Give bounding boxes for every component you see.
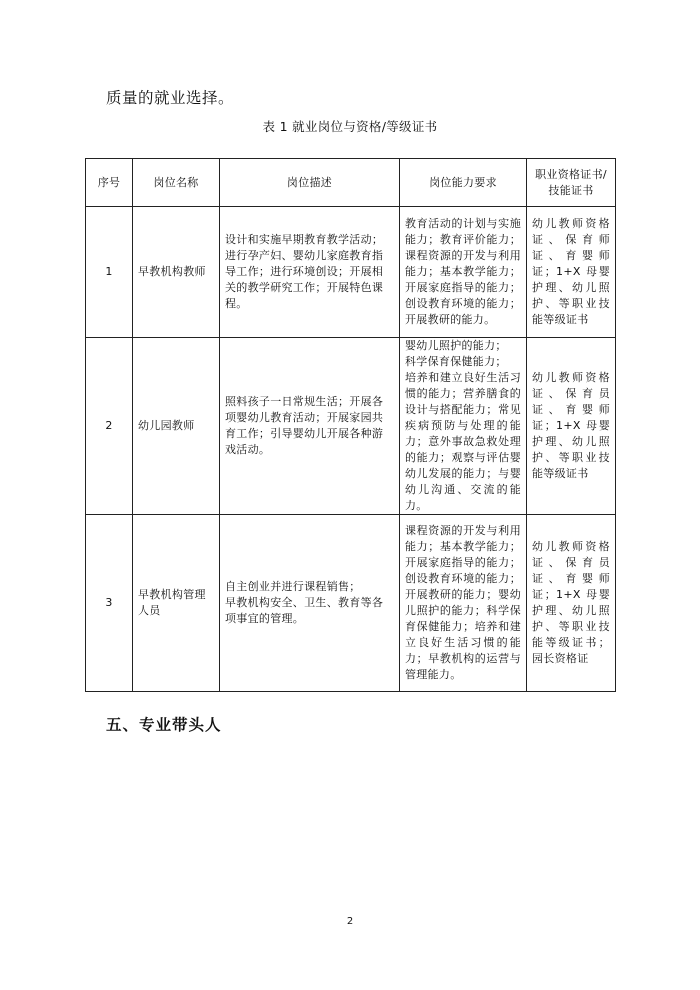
- job-name: 幼儿园教师: [133, 338, 220, 515]
- section-heading: 五、专业带头人: [106, 716, 222, 734]
- table-header-row: [86, 159, 616, 207]
- job-description: 设计和实施早期教育教学活动；进行孕产妇、婴幼儿家庭教育指导工作；进行环境创设；开展相关的教学研究工作；开展特色课程。: [220, 207, 400, 338]
- job-description: 照料孩子一日常规生活；开展各项婴幼儿教育活动；开展家园共育工作；引导婴幼儿开展各种游戏活动。: [220, 338, 400, 515]
- jobs-table: [85, 158, 616, 692]
- job-abilities: 婴幼儿照护的能力； 科学保育保健能力； 培养和建立良好生活习惯的能力；营养膳食的设计与搭配能力；常见疾病预防与处理的能力；意外事故急救处理的能力；观察与评估婴幼儿发展的能力；与婴幼儿沟通、交流的能力。: [400, 338, 527, 515]
- job-certificates: 幼儿教师资格证、保育员证、育婴师证；1+X 母婴护理、幼儿照护、等职业技能等级证书；园长资格证: [527, 515, 616, 692]
- row-number: 2: [86, 338, 133, 515]
- job-name: 早教机构管理人员: [133, 515, 220, 692]
- job-abilities: 教育活动的计划与实施能力；教育评价能力；课程资源的开发与利用能力；基本教学能力；开展家庭指导的能力；创设教育环境的能力；开展教研的能力。: [400, 207, 527, 338]
- job-certificates: 幼儿教师资格证、保育师证、育婴师证；1+X 母婴护理、幼儿照护、等职业技能等级证书: [527, 207, 616, 338]
- table-row: [86, 338, 616, 515]
- job-abilities: 课程资源的开发与利用能力；基本教学能力；开展家庭指导的能力；创设教育环境的能力；开展教研的能力；婴幼儿照护的能力；科学保育保健能力；培养和建立良好生活习惯的能力；早教机构的运营与管理能力。: [400, 515, 527, 692]
- intro-text: 质量的就业选择。: [106, 89, 235, 107]
- header-description: 岗位描述: [220, 159, 400, 207]
- job-description: 自主创业并进行课程销售； 早教机构安全、卫生、教育等各项事宜的管理。: [220, 515, 400, 692]
- row-number: 1: [86, 207, 133, 338]
- header-no: 序号: [86, 159, 133, 207]
- job-certificates: 幼儿教师资格证、保育员证、育婴师证；1+X 母婴护理、幼儿照护、等职业技能等级证书: [527, 338, 616, 515]
- page-number: 2: [346, 916, 354, 927]
- job-name: 早教机构教师: [133, 207, 220, 338]
- header-name: 岗位名称: [133, 159, 220, 207]
- table-row: [86, 207, 616, 338]
- header-abilities: 岗位能力要求: [400, 159, 527, 207]
- table-caption: 表 1 就业岗位与资格/等级证书: [262, 119, 438, 134]
- row-number: 3: [86, 515, 133, 692]
- table-row: [86, 515, 616, 692]
- header-certificates: 职业资格证书/技能证书: [527, 159, 616, 207]
